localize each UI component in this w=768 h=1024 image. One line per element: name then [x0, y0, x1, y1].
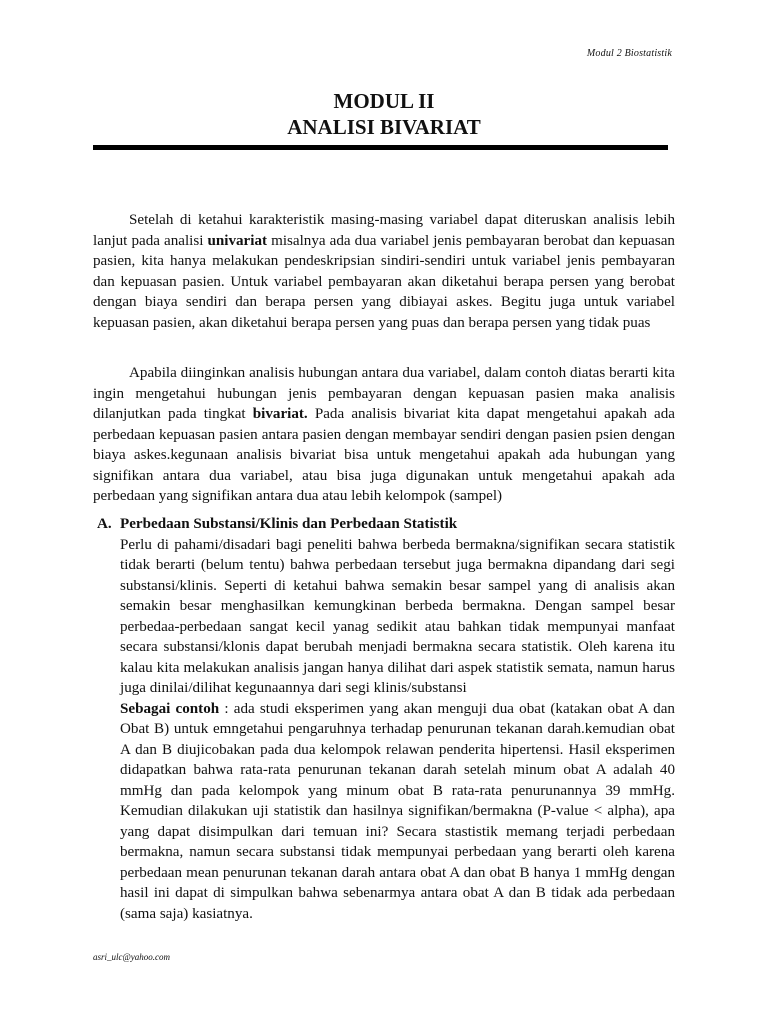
example-paragraph: [120, 699, 675, 925]
paragraph-text: Pada analisis bivariat kita dapat mengetahui apakah ada perbedaan kepuasan pasien antara pasien dengan membayar sendiri dengan pasien psien dengan biaya askes.kegunaan analisis bivariat bisa untuk mengetahui apakah ada hubungan yang signifikan antara dua variabel, atau bisa juga digunakan untuk mengetahui apakah ada perbedaan yang signifikan antara dua atau lebih kelompok (sampel): [93, 406, 675, 504]
section-title: Perbedaan Substansi/Klinis dan Perbedaan Statistik: [120, 516, 458, 532]
running-header: Modul 2 Biostatistik: [586, 48, 672, 59]
footer-email: asri_ulc@yahoo.com: [93, 952, 171, 962]
paragraph-bivariat: [93, 363, 675, 507]
paragraph-text: misalnya ada dua variabel jenis pembayaran berobat dan kepuasan pasien, kita hanya melakukan pendeskripsian sindiri-sendiri untuk variabel jenis pembayaran dan kepuasan pasien. Untuk variabel pembayaran akan diketahui berapa persen yang berobat dengan biaya sendiri dan berapa persen yang dibiayai askes. Begitu juga untuk variabel kepuasan pasien, akan diketahui berapa persen yang puas dan berapa persen yang tidak puas: [93, 232, 675, 331]
paragraph-text: Setelah di ketahui karakteristik masing-masing variabel dapat diteruskan analisis lebih lanjut pada analisi: [93, 212, 675, 249]
module-subtitle: ANALISI BIVARIAT: [287, 115, 481, 139]
example-text: : ada studi eksperimen yang akan menguji dua obat (katakan obat A dan Obat B) untuk emngetahui pengaruhnya terhadap penurunan tekanan darah.kemudian obat A dan B diujicobakan pada dua kelompok relawan penderita hipertensi. Hasil eksperimen didapatkan bahwa rata-rata penurunan tekanan darah setelah minum obat A adalah 40 mmHg dan pada kelompok yang minum obat B rata-rata penurunannya 39 mmHg. Kemudian dilakukan uji statistik dan hasilnya signifikan/bermakna (P-value < alpha), apa yang dapat disimpulkan dari temuan ini? Secara stastistik memang terjadi perbedaan bermakna, namun secara substansi tidak mempunyai perbedaan yang berarti oleh karena perbedaan mean penurunan tekanan darah antara obat A dan obat B hanya 1 mmHg dengan hasil ini dapat di simpulkan bahwa sebenarmya antara obat A dan B tidak ada perbedaan (sama saja) kasiatnya.: [120, 700, 675, 922]
title-divider: [93, 145, 668, 150]
section-heading: [93, 514, 675, 535]
title-block: [0, 88, 768, 140]
section-a: [93, 514, 675, 924]
paragraph-text: Apabila diinginkan analisis hubungan antara dua variabel, dalam contoh diatas berarti kita ingin mengetahui hubungan jenis pembayaran dengan kepuasan pasien maka analisis dilanjutkan pada tingkat: [93, 365, 675, 422]
bold-term: bivariat.: [252, 406, 308, 422]
module-title: MODUL II: [333, 89, 435, 113]
section-body: [120, 535, 675, 925]
section-paragraph: Perlu di pahami/disadari bagi peneliti bahwa berbeda bermakna/signifikan secara statistik tidak berarti (belum tentu) bahwa perbedaan tersebut juga bermakna dipandang dari segi substansi/klinis. Seperti di ketahui bahwa semakin besar sampel yang di analisis akan semakin besar menghasilkan kemungkinan berbeda bermakna. Dengan sampel besar perbedaa-perbedaan sangat kecil yanag sedikit atau bahkan tidak mempunyai manfaat secara substansi/klonis dapat berubah menjadi bermakna secara statistik. Oleh karena itu kalau kita melakukan analisis jangan hanya dilihat dari aspek statistik semata, namun harus juga dinilai/dilihat kegunaannya dari segi klinis/substansi: [120, 536, 675, 696]
paragraph-univariat: [93, 210, 675, 333]
section-letter: A.: [97, 516, 112, 532]
example-label: Sebagai contoh: [120, 700, 220, 717]
bold-term: univariat: [207, 232, 268, 249]
